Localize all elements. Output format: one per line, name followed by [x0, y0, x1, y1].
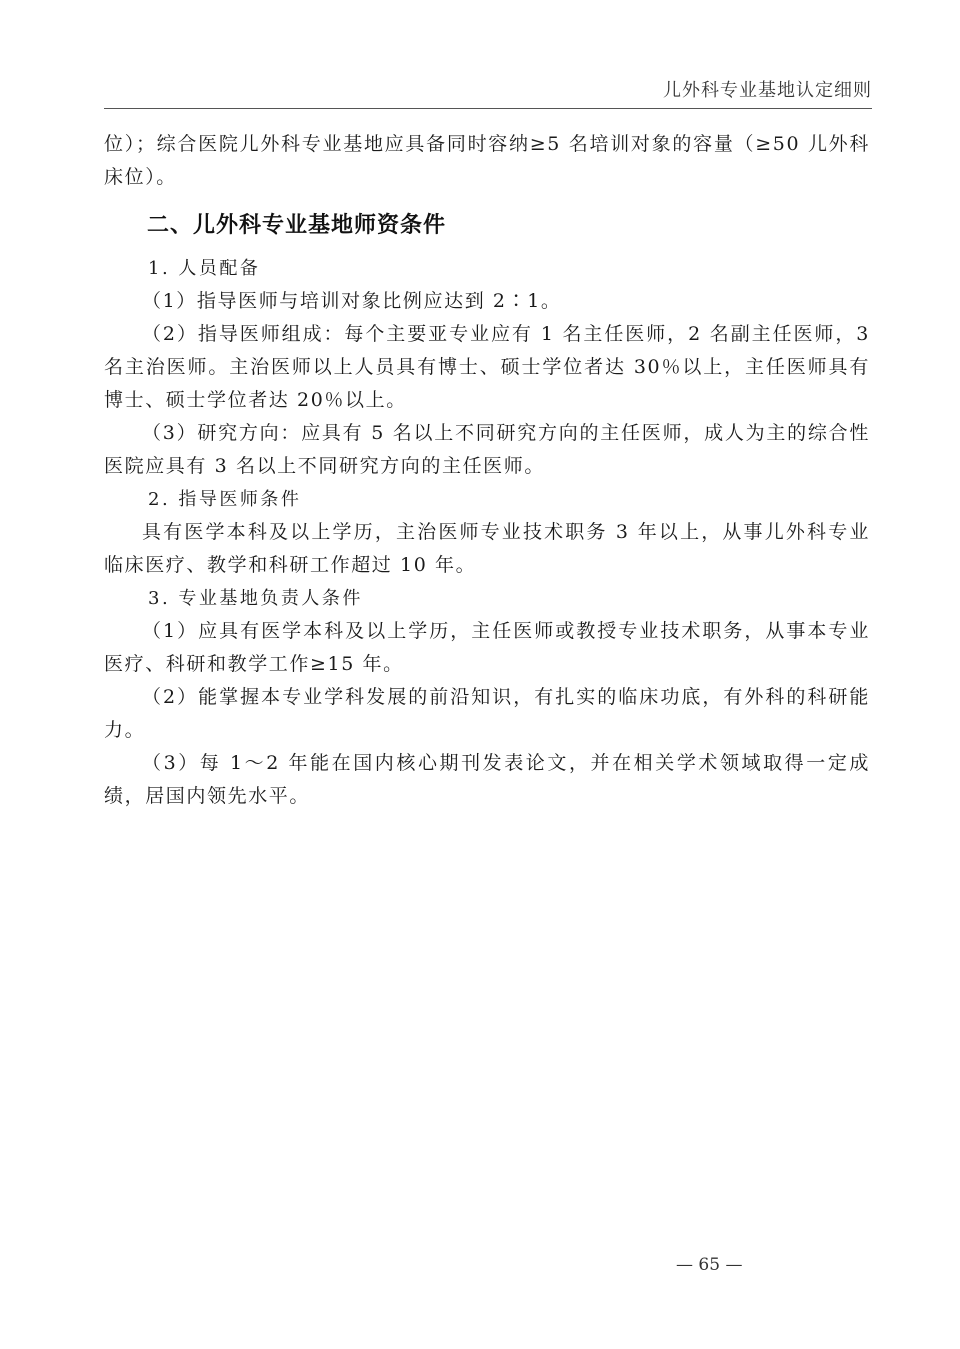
paragraph: 具有医学本科及以上学历，主治医师专业技术职务 3 年以上，从事儿外科专业临床医疗、教学和科研工作超过 10 年。 — [104, 521, 870, 576]
subsection-heading-director: 3. 专业基地负责人条件 — [148, 588, 363, 609]
list-item: （3）研究方向：应具有 5 名以上不同研究方向的主任医师，成人为主的综合性医院应具有 3 名以上不同研究方向的主任医师。 — [104, 422, 870, 477]
page-number: — 65 — — [676, 1255, 743, 1275]
page-body — [104, 128, 870, 813]
running-header: 儿外科专业基地认定细则 — [663, 80, 872, 101]
subsection-heading-instructor: 2. 指导医师条件 — [148, 489, 302, 510]
list-item: （1）应具有医学本科及以上学历，主任医师或教授专业技术职务，从事本专业医疗、科研和教学工作≥15 年。 — [104, 620, 870, 675]
subsection-heading-staffing: 1. 人员配备 — [148, 258, 261, 279]
list-item: （3）每 1～2 年能在国内核心期刊发表论文，并在相关学术领域取得一定成绩，居国内领先水平。 — [104, 752, 870, 807]
continuation-paragraph: 位）；综合医院儿外科专业基地应具备同时容纳≥5 名培训对象的容量（≥50 儿外科床位）。 — [104, 133, 870, 188]
list-item: （2）指导医师组成：每个主要亚专业应有 1 名主任医师，2 名副主任医师，3 名主治医师。主治医师以上人员具有博士、硕士学位者达 30％以上，主任医师具有博士、硕士学位者达 20％以上。 — [104, 323, 870, 411]
section-title: 二、儿外科专业基地师资条件 — [147, 213, 447, 238]
header-rule — [104, 108, 872, 109]
list-item: （1）指导医师与培训对象比例应达到 2∶1。 — [142, 290, 562, 312]
list-item: （2）能掌握本专业学科发展的前沿知识，有扎实的临床功底，有外科的科研能力。 — [104, 686, 870, 741]
